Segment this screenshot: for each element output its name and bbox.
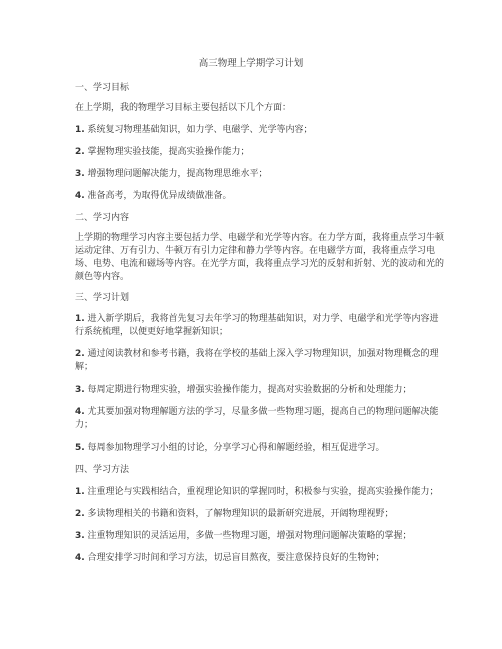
item-text: 每周定期进行物理实验，增强实验操作能力，提高对实验数据的分析和处理能力； — [84, 385, 412, 395]
item-text: 尤其要加强对物理解题方法的学习，尽量多做一些物理习题，提高自己的物理问题解决能力； — [75, 407, 439, 430]
section-methods — [75, 464, 445, 476]
section-heading: 三、学习计划 — [75, 293, 130, 303]
content-body-block — [75, 232, 445, 284]
goal-item — [75, 146, 445, 159]
item-number: 3. — [75, 385, 85, 395]
item-text: 注重物理知识的灵活运用，多做一些物理习题，增强对物理问题解决策略的掌握； — [84, 531, 412, 541]
item-number: 1. — [75, 487, 85, 497]
method-item — [75, 486, 455, 499]
item-text: 每周参加物理学习小组的讨论，分享学习心得和解题经验，相互促进学习。 — [84, 443, 385, 453]
item-number: 2. — [75, 349, 85, 359]
plan-item — [75, 348, 445, 374]
method-item — [75, 552, 445, 565]
goal-item — [75, 124, 445, 137]
item-text: 增强物理问题解决能力，提高物理思维水平； — [84, 169, 268, 179]
plan-item — [75, 384, 445, 397]
section-heading: 四、学习方法 — [75, 465, 130, 475]
section-heading: 二、学习内容 — [75, 213, 130, 223]
document-title: 高三物理上学期学习计划 — [198, 58, 304, 69]
item-number: 5. — [75, 443, 85, 453]
goals-intro-block — [75, 102, 445, 115]
item-number: 4. — [75, 191, 85, 201]
content-paragraph: 上学期的物理学习内容主要包括力学、电磁学和光学等内容。在力学方面，我将重点学习牛顿运动定律、万有引力、牛顿万有引力定律和静力学等内容。在电磁学方面，我将重点学习电场、电势、电流和磁场等内容。在光学方面，我将重点学习光的反射和折射、光的波动和光的颜色等内容。 — [75, 233, 445, 282]
item-text: 注重理论与实践相结合，重视理论知识的掌握同时，积极参与实验，提高实验操作能力； — [84, 487, 439, 497]
goal-item — [75, 168, 445, 181]
item-number: 3. — [75, 531, 85, 541]
section-heading: 一、学习目标 — [75, 83, 130, 93]
section-content — [75, 212, 445, 224]
item-text: 掌握物理实验技能，提高实验操作能力； — [84, 147, 250, 157]
item-text: 合理安排学习时间和学习方法，切忌盲目熬夜，要注意保持良好的生物钟； — [84, 553, 385, 563]
goals-intro: 在上学期，我的物理学习目标主要包括以下几个方面： — [75, 103, 292, 113]
item-number: 1. — [75, 125, 85, 135]
item-text: 系统复习物理基础知识，如力学、电磁学、光学等内容； — [84, 125, 313, 135]
goal-item — [75, 190, 445, 203]
plan-item — [75, 442, 445, 455]
plan-item — [75, 406, 445, 432]
method-item — [75, 530, 445, 543]
item-number: 1. — [75, 314, 85, 324]
item-number: 3. — [75, 169, 85, 179]
item-text: 进入新学期后，我将首先复习去年学习的物理基础知识，对力学、电磁学和光学等内容进行系统梳理，以便更好地掌握新知识； — [75, 314, 439, 337]
section-plan — [75, 292, 445, 304]
item-text: 准备高考，为取得优异成绩做准备。 — [84, 191, 232, 201]
item-number: 2. — [75, 147, 85, 157]
item-text: 通过阅读教材和参考书籍，我将在学校的基础上深入学习物理知识，加强对物理概念的理解； — [75, 349, 439, 372]
plan-item — [75, 313, 445, 339]
method-item — [75, 508, 445, 521]
item-text: 多读物理相关的书籍和资料，了解物理知识的最新研究进展，开阔物理视野； — [84, 509, 394, 519]
section-goals — [75, 82, 445, 94]
item-number: 2. — [75, 509, 85, 519]
item-number: 4. — [75, 553, 85, 563]
item-number: 4. — [75, 407, 85, 417]
